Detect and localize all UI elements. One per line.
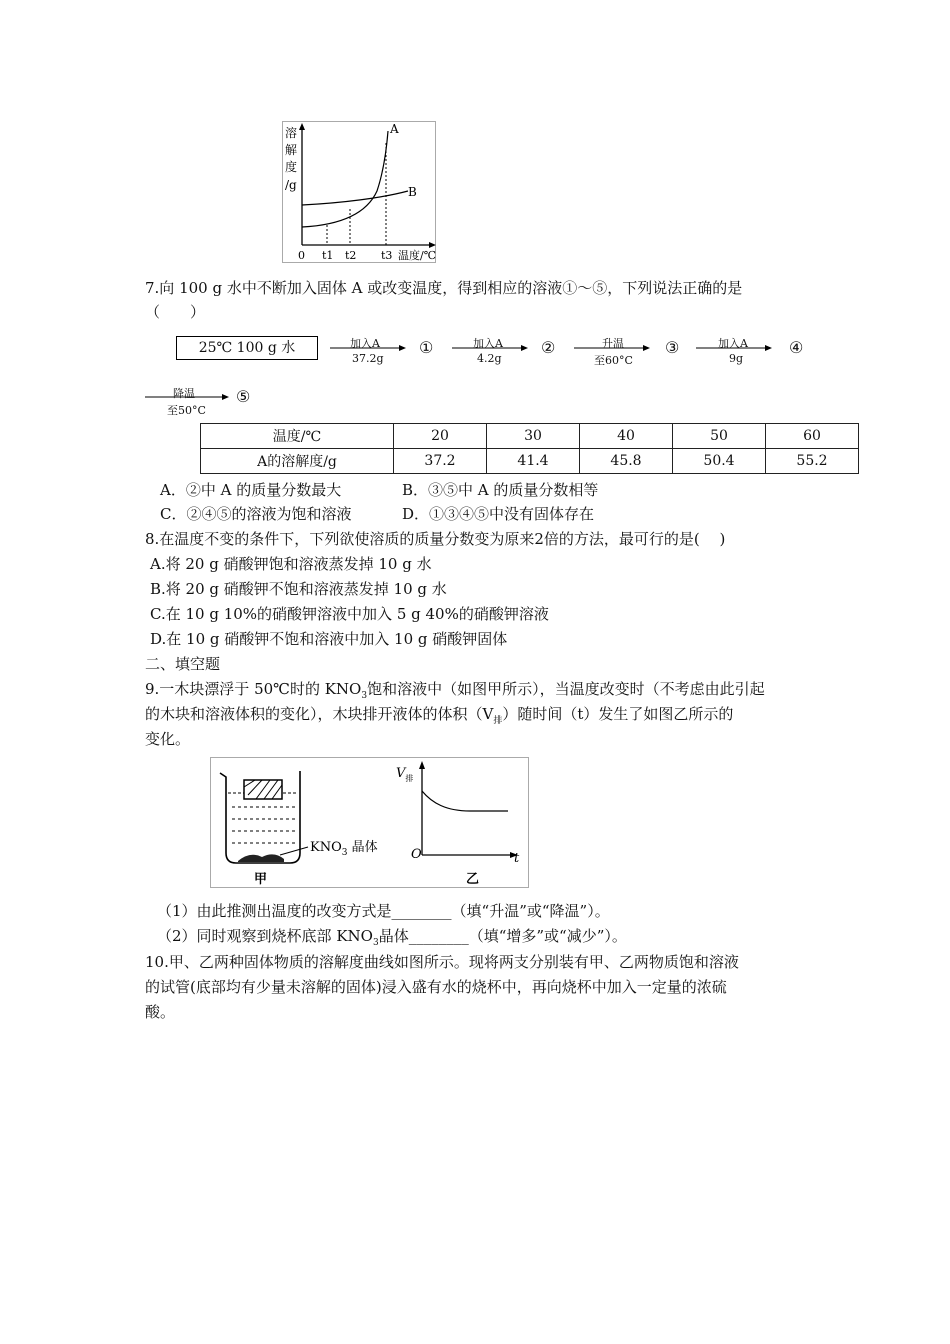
table-cell: 37.2	[394, 449, 487, 474]
y-label-2: 解	[285, 143, 298, 157]
table-cell: 50.4	[673, 449, 766, 474]
beaker-and-graph-figure	[210, 757, 530, 889]
q9-text: ）随时间（t）发生了如图乙所示的	[502, 705, 734, 723]
table-header-cell: 50	[673, 424, 766, 449]
y-label-4: /g	[285, 178, 297, 192]
q9-subscript: 3	[361, 691, 368, 701]
table-header-cell: 30	[487, 424, 580, 449]
x-tick-t2: t2	[345, 249, 357, 262]
table-header-cell: 温度/℃	[201, 424, 394, 449]
q7-option-a: A．②中 A 的质量分数最大	[160, 481, 342, 499]
step4-top: 加入A	[718, 337, 748, 350]
step5-bottom: 至50°C	[167, 404, 206, 417]
x-tick-t3: t3	[381, 249, 393, 262]
table-row	[201, 449, 859, 474]
q10-line-3: 酸。	[145, 1003, 176, 1021]
q7-answer-bracket: （ ）	[145, 303, 206, 321]
q9-subscript: 3	[372, 938, 379, 948]
table-cell: 55.2	[766, 449, 859, 474]
table-cell: A的溶解度/g	[201, 449, 394, 474]
q9-sub-2	[157, 925, 627, 954]
origin-label: O	[411, 847, 422, 862]
step2-bottom: 4.2g	[477, 352, 502, 365]
crystal-label: $KNO_3$ 晶体	[310, 840, 378, 858]
step1-bottom: 37.2g	[352, 352, 384, 365]
q7-option-b: B．③⑤中 A 的质量分数相等	[402, 481, 599, 499]
y-label-1: 溶	[285, 126, 298, 140]
result-3: ③	[665, 338, 680, 357]
x-tick-0: 0	[298, 249, 305, 262]
q9-text: 的木块和溶液体积的变化），木块排开液体的体积（V	[145, 705, 494, 723]
result-4: ④	[789, 338, 804, 357]
q9-text: 9.一木块漂浮于 50℃时的 KNO	[145, 680, 362, 698]
q9-text: 饱和溶液中（如图甲所示），当温度改变时（不考虑由此引起	[367, 680, 765, 698]
q9-text: （2）同时观察到烧杯底部 KNO	[157, 927, 373, 945]
curve-a-label: A	[390, 122, 399, 136]
q8-option-d: D.在 10 g 硝酸钾不饱和溶液中加入 10 g 硝酸钾固体	[150, 630, 508, 648]
q8-stem: 8.在温度不变的条件下，下列欲使溶质的质量分数变为原来2倍的方法，最可行的是( )	[145, 530, 726, 548]
table-cell: 41.4	[487, 449, 580, 474]
t-axis-label: t	[514, 851, 520, 866]
step2-top: 加入A	[473, 337, 503, 350]
v-axis-label: $V_排$	[396, 766, 414, 783]
x-tick-t1: t1	[322, 249, 334, 262]
q8-option-a: A.将 20 g 硝酸钾饱和溶液蒸发掉 10 g 水	[150, 555, 432, 573]
result-5: ⑤	[236, 387, 251, 406]
solubility-table	[200, 423, 859, 474]
table-header-cell: 20	[394, 424, 487, 449]
result-1: ①	[419, 338, 434, 357]
figure-jia-label: 甲	[254, 872, 268, 887]
step3-bottom: 至60°C	[594, 354, 633, 367]
q8-option-b: B.将 20 g 硝酸钾不饱和溶液蒸发掉 10 g 水	[150, 580, 447, 598]
q9-line-2	[145, 703, 733, 732]
q7-option-c: C．②④⑤的溶液为饱和溶液	[160, 505, 352, 523]
table-header-cell: 40	[580, 424, 673, 449]
step5-top: 降温	[173, 387, 195, 400]
q9-line-3: 变化。	[145, 730, 191, 748]
y-label-3: 度	[285, 160, 298, 174]
q9-sub-1: （1）由此推测出温度的改变方式是________（填“升温”或“降温”）。	[157, 902, 610, 920]
table-row	[201, 424, 859, 449]
x-axis-label: 温度/℃	[398, 249, 437, 262]
result-2: ②	[541, 338, 556, 357]
step1-top: 加入A	[350, 337, 380, 350]
q9-text: 晶体________（填“增多”或“减少”）。	[378, 927, 627, 945]
q8-option-c: C.在 10 g 10%的硝酸钾溶液中加入 5 g 40%的硝酸钾溶液	[150, 605, 549, 623]
q7-stem: 7.向 100 g 水中不断加入固体 A 或改变温度，得到相应的溶液①～⑤，下列说法正确的是	[145, 279, 743, 297]
table-cell: 45.8	[580, 449, 673, 474]
q7-start-box: 25℃ 100 g 水	[176, 336, 318, 360]
solubility-graph	[282, 121, 437, 264]
q10-line-1: 10.甲、乙两种固体物质的溶解度曲线如图所示。现将两支分别装有甲、乙两物质饱和溶液	[145, 953, 739, 971]
section-heading: 二、填空题	[145, 655, 221, 673]
table-header-cell: 60	[766, 424, 859, 449]
step4-bottom: 9g	[729, 352, 744, 365]
q10-line-2: 的试管(底部均有少量未溶解的固体)浸入盛有水的烧杯中，再向烧杯中加入一定量的浓硫	[145, 978, 727, 996]
step3-top: 升温	[602, 337, 624, 350]
figure-yi-label: 乙	[466, 872, 480, 887]
q7-option-d: D．①③④⑤中没有固体存在	[402, 505, 595, 523]
curve-b-label: B	[408, 185, 417, 199]
q9-subscript: 排	[493, 716, 503, 726]
